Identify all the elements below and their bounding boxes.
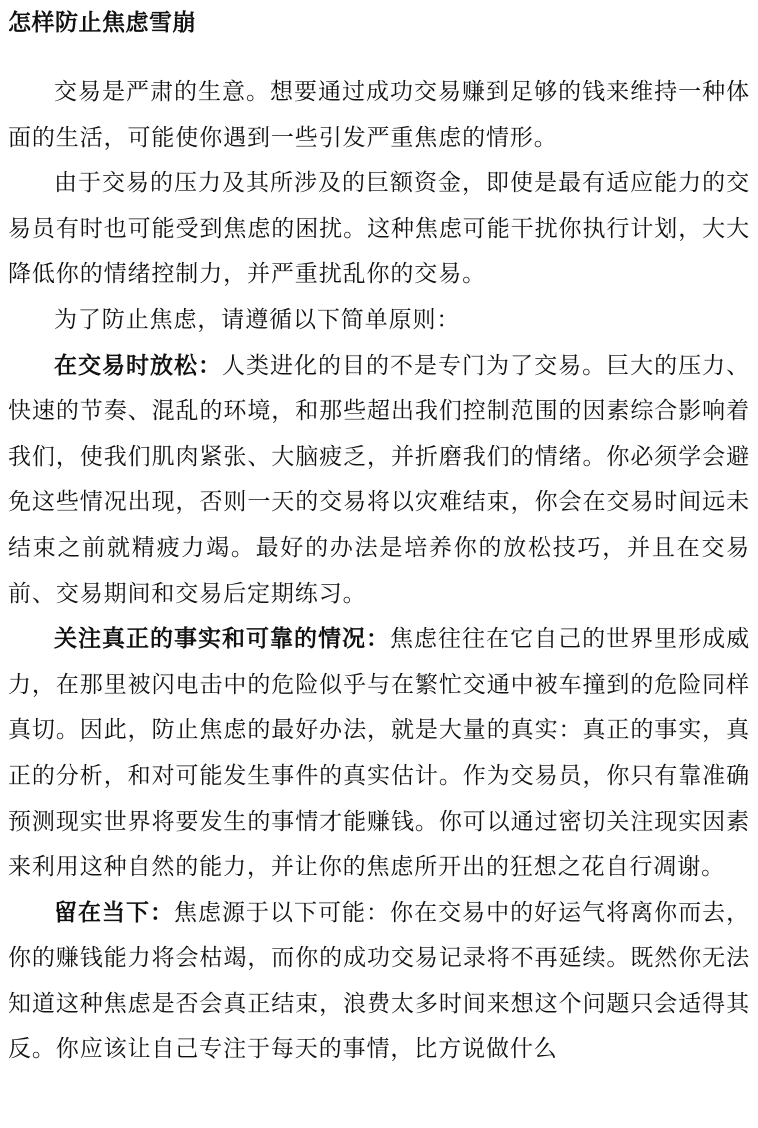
paragraph-text: 焦虑源于以下可能：你在交易中的好运气将离你而去，你的赚钱能力将会枯竭，而你的成功交易记录将不再延续。既然你无法知道这种焦虑是否会真正结束，浪费太多时间来想这个问题只会适得其反。你应该让自己专注于每天的事情，比方说做什么 (8, 899, 751, 1063)
paragraph-facts (8, 617, 750, 891)
paragraph-text: 由于交易的压力及其所涉及的巨额资金，即使是最有适应能力的交易员有时也可能受到焦虑的困扰。这种焦虑可能干扰你执行计划，大大降低你的情绪控制力，并严重扰乱你的交易。 (8, 170, 750, 288)
paragraph-relax (8, 344, 750, 618)
paragraph-text: 为了防止焦虑，请遵循以下简单原则： (54, 306, 461, 333)
page-title: 怎样防止焦虑雪崩 (8, 10, 196, 36)
paragraph-intro (8, 70, 750, 161)
paragraph-lead-heading: 在交易时放松： (54, 352, 223, 379)
paragraph-pressure (8, 161, 750, 298)
paragraph-lead-heading: 留在当下： (54, 899, 175, 926)
paragraph-principles-intro (8, 298, 750, 344)
paragraph-text: 人类进化的目的不是专门为了交易。巨大的压力、快速的节奏、混乱的环境，和那些超出我们控制范围的因素综合影响着我们，使我们肌肉紧张、大脑疲乏，并折磨我们的情绪。你必须学会避免这些情况出现，否则一天的交易将以灾难结束，你会在交易时间远未结束之前就精疲力竭。最好的办法是培养你的放松技巧，并且在交易前、交易期间和交易后定期练习。 (8, 352, 750, 607)
paragraph-present (8, 891, 750, 1073)
paragraph-lead-heading: 关注真正的事实和可靠的情况： (54, 626, 391, 653)
paragraph-text: 交易是严肃的生意。想要通过成功交易赚到足够的钱来维持一种体面的生活，可能使你遇到一些引发严重焦虑的情形。 (8, 79, 750, 151)
paragraph-text: 焦虑往往在它自己的世界里形成威力，在那里被闪电击中的危险似乎与在繁忙交通中被车撞到的危险同样真切。因此，防止焦虑的最好办法，就是大量的真实：真正的事实，真正的分析，和对可能发生事件的真实估计。作为交易员，你只有靠准确预测现实世界将要发生的事情才能赚钱。你可以通过密切关注现实因素来利用这种自然的能力，并让你的焦虑所开出的狂想之花自行凋谢。 (8, 626, 750, 881)
